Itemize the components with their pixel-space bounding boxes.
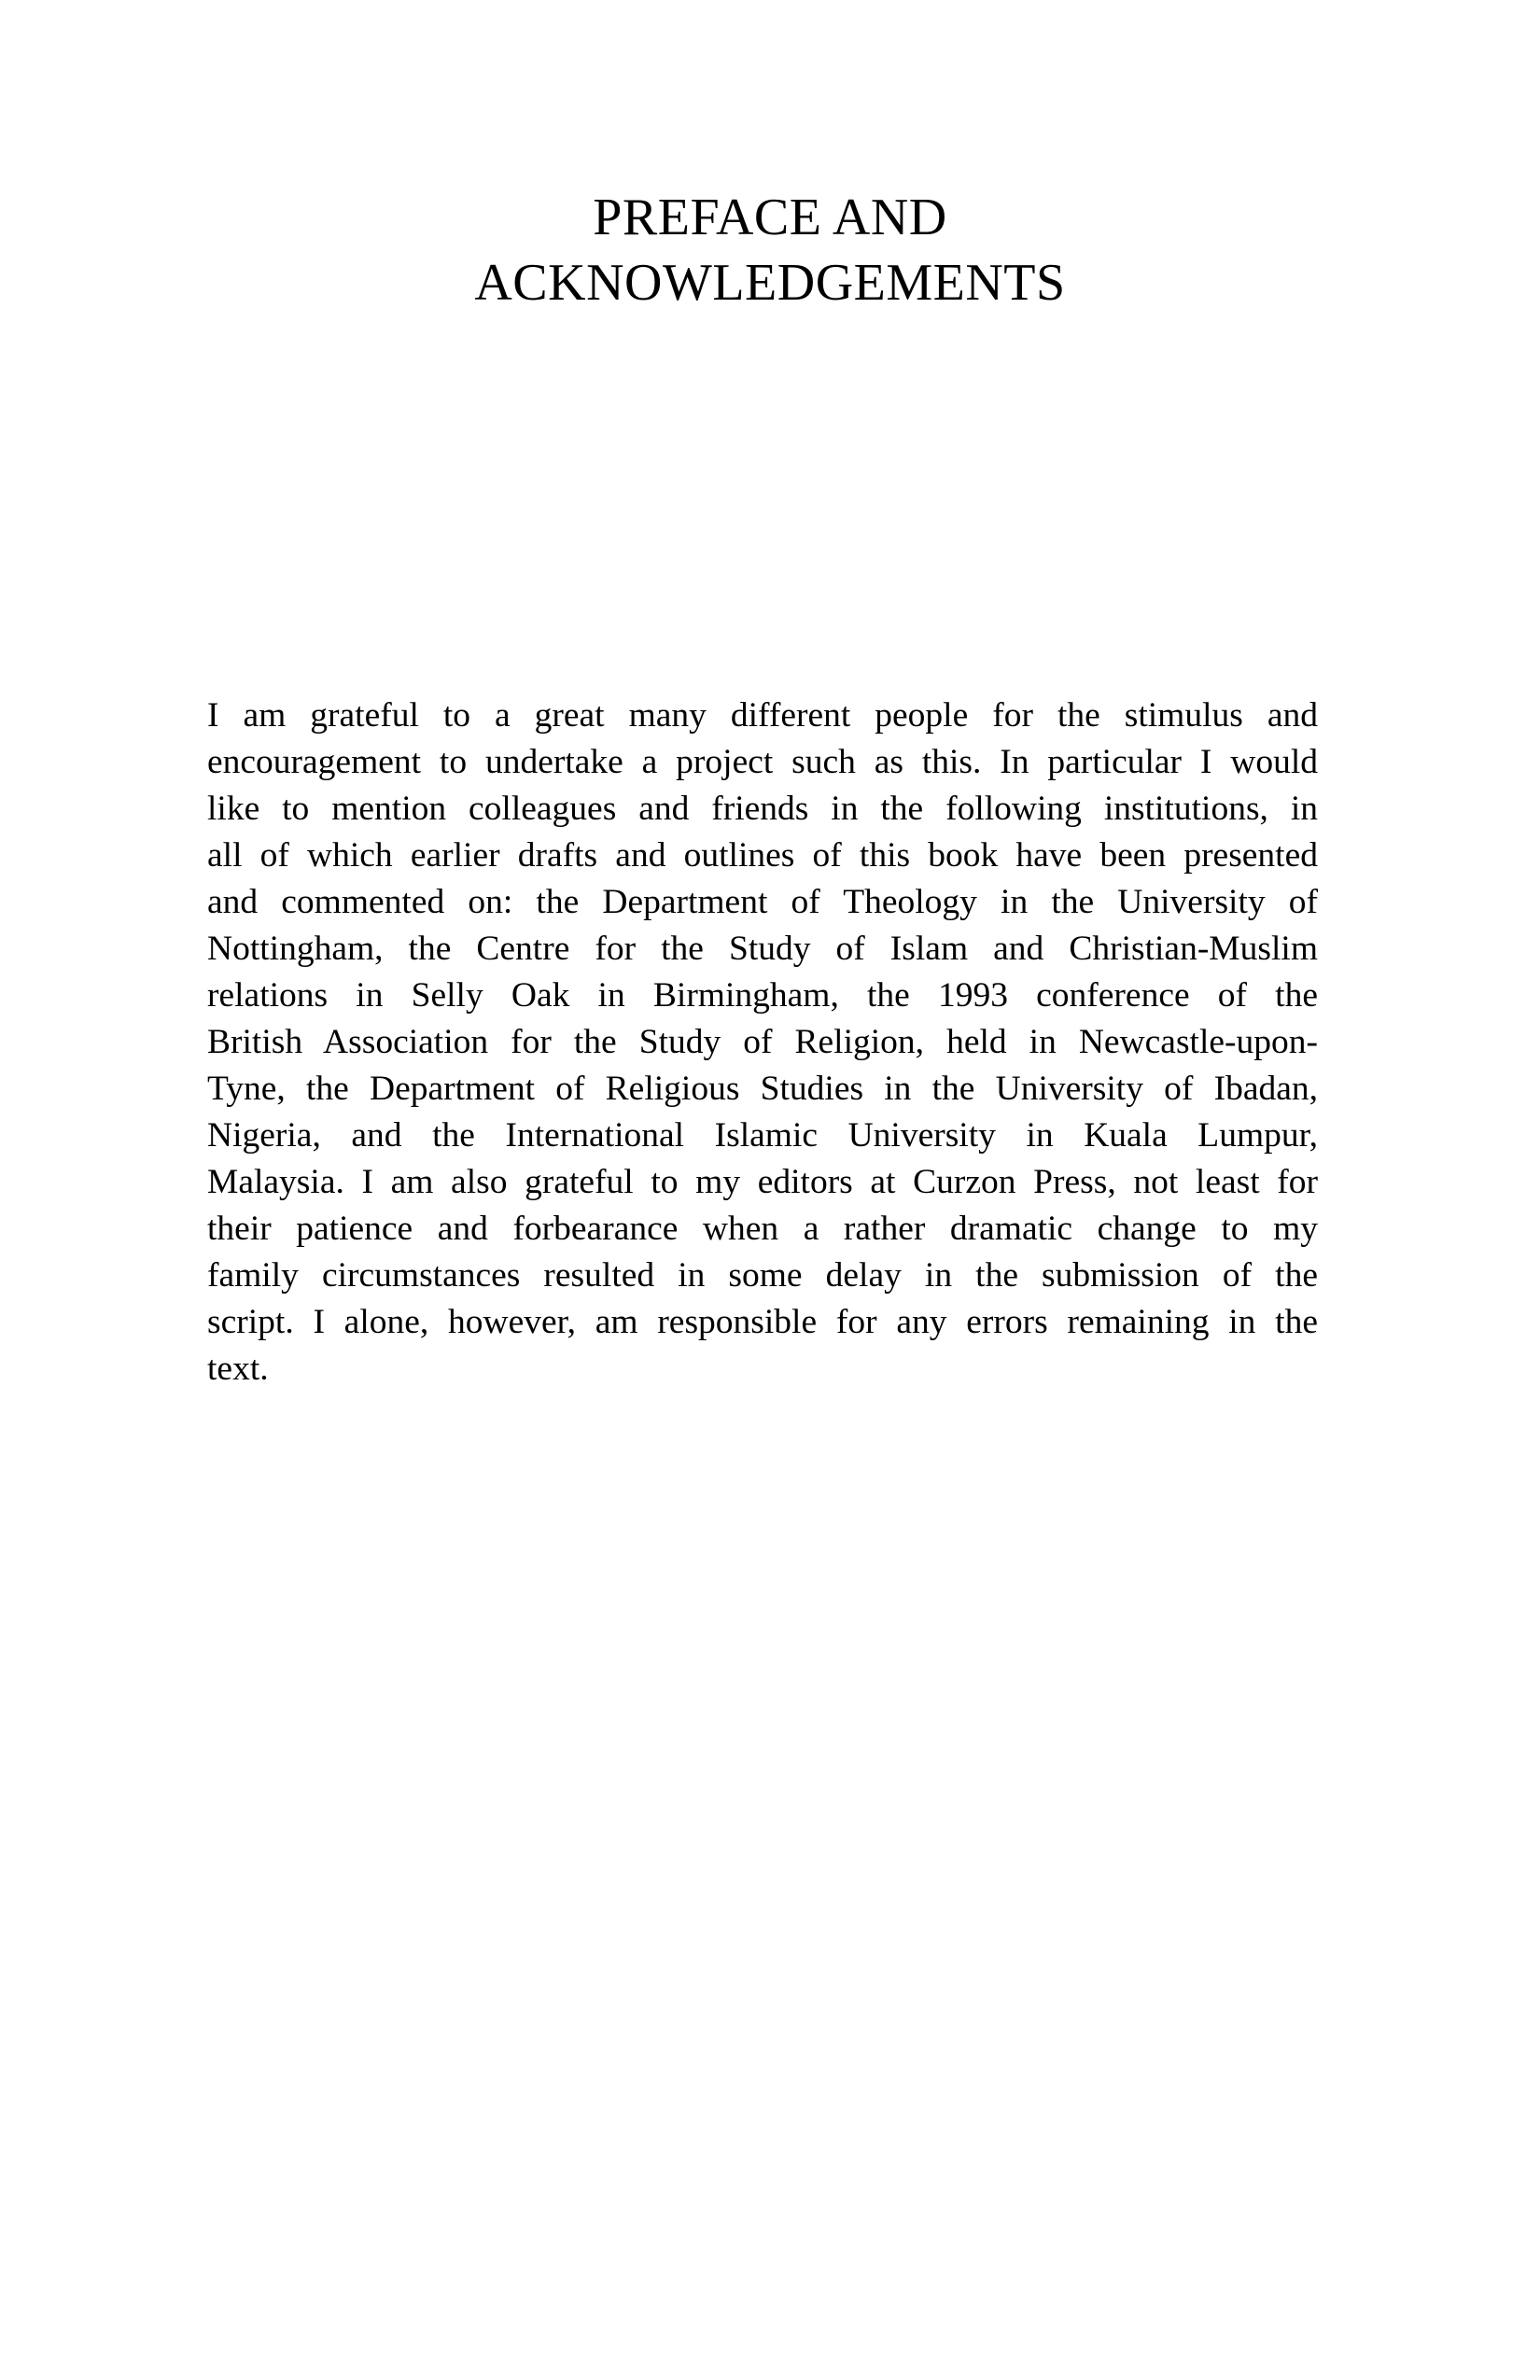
paragraph-line: Malaysia. I am also grateful to my editors at Curzon Press, not least for bbox=[207, 1163, 1318, 1201]
paragraph-line: family circumstances resulted in some delay in the submission of the bbox=[207, 1256, 1318, 1295]
paragraph-line: and commented on: the Department of Theology in the University of bbox=[207, 883, 1318, 921]
paragraph-line: I am grateful to a great many different people for the stimulus and bbox=[207, 696, 1318, 735]
paragraph-line: British Association for the Study of Religion, held in Newcastle-upon- bbox=[207, 1023, 1318, 1061]
paragraph-line: like to mention colleagues and friends in the following institutions, in bbox=[207, 790, 1318, 828]
paragraph-line: all of which earlier drafts and outlines of this book have been presented bbox=[207, 836, 1318, 875]
paragraph-line: Nigeria, and the International Islamic University in Kuala Lumpur, bbox=[207, 1116, 1318, 1155]
page-title bbox=[210, 185, 1330, 315]
paragraph-line-last: text. bbox=[207, 1350, 269, 1388]
paragraph-line: their patience and forbearance when a rather dramatic change to my bbox=[207, 1210, 1318, 1248]
paragraph-line: script. I alone, however, am responsible for any errors remaining in the bbox=[207, 1303, 1318, 1341]
paragraph-line: Tyne, the Department of Religious Studies in the University of Ibadan, bbox=[207, 1070, 1318, 1108]
page-title-line-2: ACKNOWLEDGEMENTS bbox=[474, 254, 1066, 312]
paragraph-line: Nottingham, the Centre for the Study of Islam and Christian-Muslim bbox=[207, 930, 1318, 968]
paragraph-line: encouragement to undertake a project such as this. In particular I would bbox=[207, 743, 1318, 781]
acknowledgements-paragraph bbox=[207, 693, 1318, 1393]
paragraph-line: relations in Selly Oak in Birmingham, the 1993 conference of the bbox=[207, 976, 1318, 1015]
page-title-line-1: PREFACE AND bbox=[593, 189, 947, 246]
